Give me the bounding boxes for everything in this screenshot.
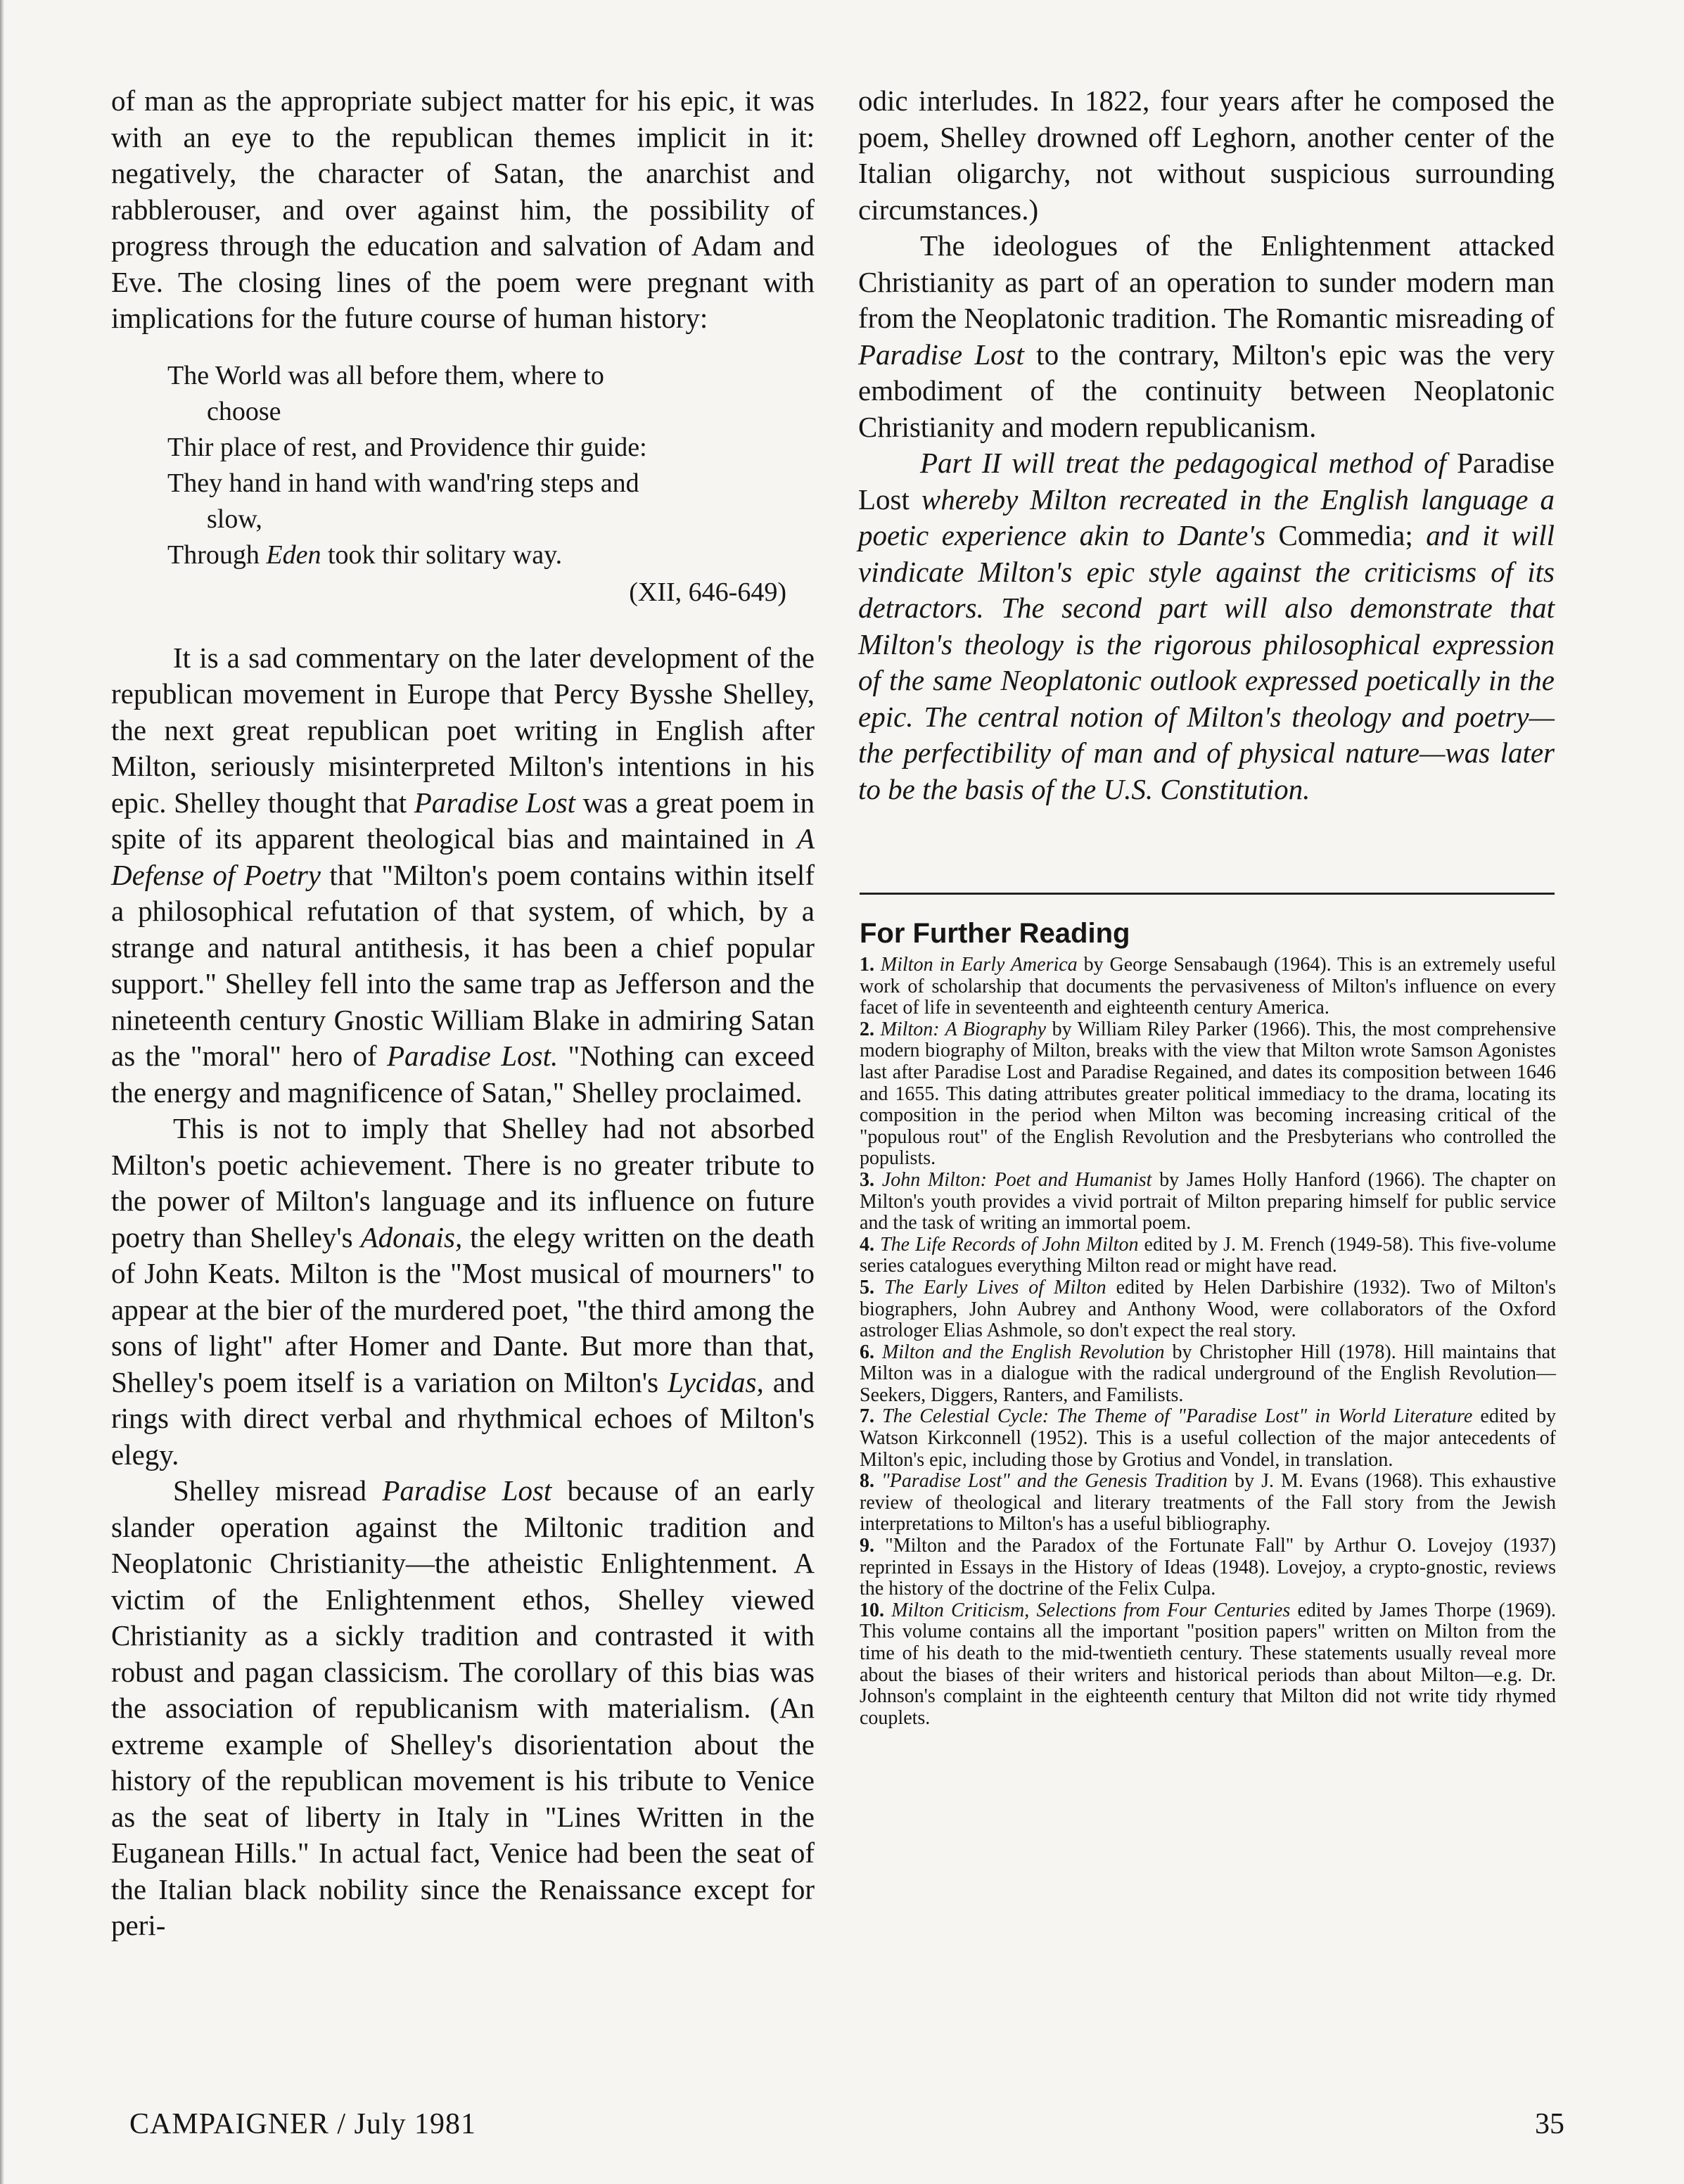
verse-citation: (XII, 646-649) <box>629 577 786 607</box>
reading-item-number: 10. <box>860 1599 884 1621</box>
reading-item-title: Milton and the English Revolution <box>881 1341 1165 1363</box>
left-column <box>111 83 815 1944</box>
reading-item-text: by James Holly Hanford (1966). The chapter on Milton's youth provides a vivid portrait of Milton preparing himself for public service and the task of writing an immortal poem. <box>860 1168 1556 1234</box>
reading-item-text: by Christopher Hill (1978). Hill maintains that Milton was in a dialogue with the radical underground of the English Revolution—Seekers, Diggers, Ranters, and Familists. <box>860 1341 1556 1406</box>
verse-line-4: Through Eden took thir solitary way. <box>167 539 563 570</box>
left-paragraph-3: This is not to imply that Shelley had not absorbed Milton's poetic achievement. There is no greater tribute to the power of Milton's language and its influence on future poetry than Shelley's Adonais, the elegy written on the death of John Keats. Milton is the "Most musical of mourners" to appear at the bier of the murdered poet, "the third among the sons of light" after Homer and Dante. But more than that, Shelley's poem itself is a variation on Milton's Lycidas, and rings with direct verbal and rhythmical echoes of Milton's elegy. <box>111 1112 815 1471</box>
further-reading-heading: For Further Reading <box>860 918 1130 949</box>
reading-item-number: 5. <box>860 1276 874 1298</box>
reading-item-text: edited by James Thorpe (1969). This volume contains all the important "position papers" written on Milton from the time of his death to the mid-twentieth century. These statements usually reveal more about the biases of their writers and historical periods than about Milton—e.g. Dr. Johnson's complaint in the eighteenth century that Milton did not write tidy rhymed couplets. <box>860 1599 1557 1729</box>
reading-item <box>860 1019 1556 1170</box>
verse-line-1: The World was all before them, where to <box>167 360 604 390</box>
reading-item <box>860 1170 1556 1234</box>
reading-item-text: edited by J. M. French (1949-58). This five-volume series catalogues everything Milton read or might have read. <box>860 1233 1557 1277</box>
reading-item-text: edited by Helen Darbishire (1932). Two of Milton's biographers, John Aubrey and Anthony Wood, were collaborators of the Oxford astrologer Elias Ashmole, so don't expect the real story. <box>860 1276 1556 1342</box>
right-paragraph-3: Part II will treat the pedagogical method of Paradise Lost whereby Milton recreated in the English language a poetic experience akin to Dante's Commedia; and it will vindicate Milton's epic style against the criticisms of its detractors. The second part will also demonstrate that Milton's theology is the rigorous philosophical expression of the same Neoplatonic outlook expressed poetically in the epic. The central notion of Milton's theology and poetry—the perfectibility of man and of physical nature—was later to be the basis of the U.S. Constitution. <box>858 447 1555 805</box>
reading-item-number: 1. <box>860 954 874 976</box>
reading-item <box>860 1471 1556 1535</box>
reading-item <box>860 1535 1556 1600</box>
reading-item <box>860 1406 1556 1471</box>
reading-item-text: by J. M. Evans (1968). This exhaustive review of theological and literary treatments of the Fall story from the Jewish interpretations to Milton's has a useful bibliography. <box>860 1470 1557 1535</box>
reading-item <box>860 1600 1556 1730</box>
reading-item <box>860 1277 1556 1342</box>
reading-item-text: by William Riley Parker (1966). This, the most comprehensive modern biography of Milton, breaks with the view that Milton wrote Samson Agonistes last after Paradise Lost and Paradise Regained, and dates its composition between 1646 and 1655. This dating attributes greater political immediacy to the drama, locating its composition in the period when Milton was becoming increasing critical of the "populous rout" of the English Revolution and the Presbyterians who controlled the populists. <box>860 1018 1557 1170</box>
reading-item <box>860 954 1556 1019</box>
left-paragraph-1: of man as the appropriate subject matter for his epic, it was with an eye to the republican themes implicit in it: negatively, the character of Satan, the anarchist and rabblerouser, and over against him, the possibility of progress through the education and salvation of Adam and Eve. The closing lines of the poem were pregnant with implications for the future course of human history: <box>111 84 815 334</box>
reading-item-title: The Life Records of John Milton <box>880 1233 1139 1256</box>
reading-item <box>860 1234 1556 1277</box>
reading-item-number: 9. <box>860 1535 874 1557</box>
reading-item-text: edited by Watson Kirkconnell (1952). This is a useful collection of the major antecedents of Milton's epic, including those by Grotius and Vondel, in translation. <box>860 1405 1556 1471</box>
reading-item-number: 8. <box>860 1470 874 1493</box>
page-number: 35 <box>1535 2108 1564 2140</box>
reading-item-title: The Celestial Cycle: The Theme of "Paradise Lost" in World Literature <box>882 1405 1473 1428</box>
reading-item-title: Milton in Early America <box>880 954 1078 976</box>
reading-item <box>860 1342 1556 1407</box>
reading-item-number: 3. <box>860 1168 874 1191</box>
reading-list <box>860 954 1556 1729</box>
reading-item-title: The Early Lives of Milton <box>884 1276 1106 1298</box>
scan-edge <box>0 0 4 2184</box>
section-divider <box>860 893 1555 895</box>
verse-line-1-cont: choose <box>207 396 281 426</box>
reading-item-number: 7. <box>860 1405 874 1428</box>
further-reading <box>860 918 1556 1729</box>
right-paragraph-1: odic interludes. In 1822, four years after he composed the poem, Shelley drowned off Leghorn, another center of the Italian oligarchy, not without suspicious surrounding circumstances.) <box>858 84 1555 226</box>
reading-item-text: by George Sensabaugh (1964). This is an extremely useful work of scholarship that documents the pervasiveness of Milton's influence on every facet of life in seventeenth and eighteenth century America. <box>860 954 1557 1019</box>
reading-item-number: 4. <box>860 1233 874 1256</box>
reading-item-number: 2. <box>860 1018 874 1040</box>
publication-footer: CAMPAIGNER / July 1981 <box>129 2108 477 2140</box>
left-paragraph-2: It is a sad commentary on the later development of the republican movement in Europe that Percy Bysshe Shelley, the next great republican poet writing in English after Milton, seriously misinterpreted Milton's intentions in his epic. Shelley thought that Paradise Lost was a great poem in spite of its apparent theological bias and maintained in A Defense of Poetry that "Milton's poem contains within itself a philosophical refutation of that system, of which, by a strange and natural antithesis, it has been a chief popular support." Shelley fell into the same trap as Jefferson and the nineteenth century Gnostic William Blake in admiring Satan as the "moral" hero of Paradise Lost. "Nothing can exceed the energy and magnificence of Satan," Shelley proclaimed. <box>111 641 815 1109</box>
verse-line-3-cont: slow, <box>207 504 262 534</box>
verse-quote <box>167 358 815 611</box>
reading-item-number: 6. <box>860 1341 874 1363</box>
right-paragraph-2: The ideologues of the Enlightenment attacked Christianity as part of an operation to sunder modern man from the Neoplatonic tradition. The Romantic misreading of Paradise Lost to the contrary, Milton's epic was the very embodiment of the continuity between Neoplatonic Christianity and modern republicanism. <box>858 229 1555 443</box>
verse-line-3: They hand in hand with wand'ring steps and <box>167 468 639 498</box>
left-paragraph-4: Shelley misread Paradise Lost because of an early slander operation against the Miltonic tradition and Neoplatonic Christianity—the atheistic Enlightenment. A victim of the Enlightenment ethos, Shelley viewed Christianity as a sickly tradition and contrasted it with robust and pagan classicism. The corollary of this bias was the association of republicanism with materialism. (An extreme example of Shelley's disorientation about the history of the republican movement is his tribute to Venice as the seat of liberty in Italy in "Lines Written in the Euganean Hills." In actual fact, Venice had been the seat of the Italian black nobility since the Renaissance except for peri- <box>111 1474 815 1941</box>
reading-item-title: "Paradise Lost" and the Genesis Tradition <box>881 1470 1228 1493</box>
reading-item-title: Milton Criticism, Selections from Four Centuries <box>891 1599 1291 1621</box>
reading-item-title: John Milton: Poet and Humanist <box>881 1168 1152 1191</box>
reading-item-text: "Milton and the Paradox of the Fortunate Fall" by Arthur O. Lovejoy (1937) reprinted in Essays in the History of Ideas (1948). Lovejoy, a crypto-gnostic, reviews the history of the doctrine of the Felix Culpa. <box>860 1535 1556 1600</box>
right-column <box>858 83 1555 807</box>
verse-line-2: Thir place of rest, and Providence thir guide: <box>167 432 647 462</box>
reading-item-title: Milton: A Biography <box>880 1018 1046 1040</box>
